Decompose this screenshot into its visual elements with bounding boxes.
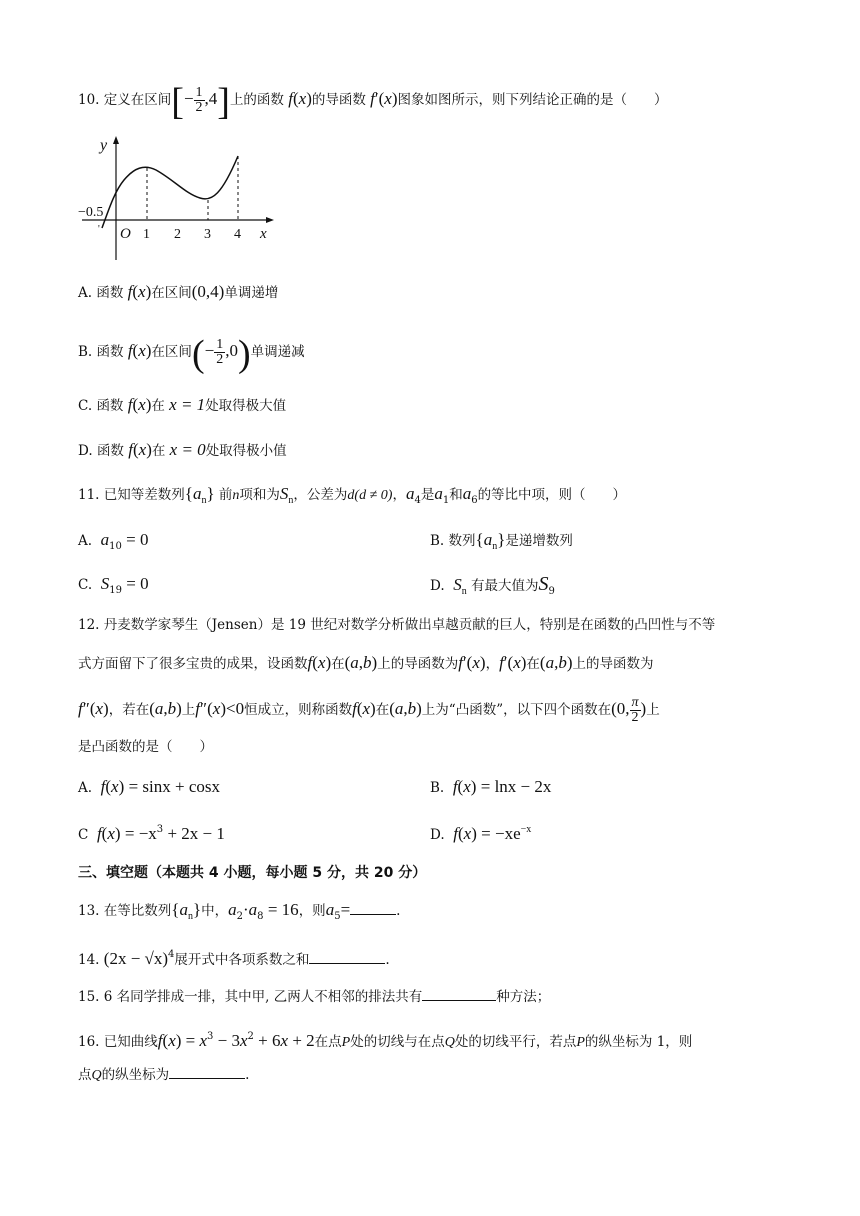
y-label: y	[100, 137, 108, 154]
q12-option-b: B. f(x) = lnx − 2x	[430, 777, 552, 796]
q14: 14. $(2x - √x)^4$展开式中各项系数之和 .	[78, 949, 390, 968]
q12-line1: 12. 丹麦数学家琴生（Jensen）是 19 世纪对数学分析做出卓越贡献的巨人，特别是在函数的凸凹性与不等	[78, 617, 716, 633]
q10-option-d: D. 函数 f(x)在 x = 0处取得极小值	[78, 440, 287, 459]
q16-line1: 16. 已知曲线$f(x) = x^3 - 3x^2 + 6x + 2$在点P处的切线与在点Q处的切线平行，若点P的纵坐标为 1，则	[78, 1031, 693, 1050]
q11-option-c: C. $S_{19} = 0$	[78, 574, 149, 596]
q10-option-b: B. 函数 f(x)在区间(− $\frac{1}{2}$ ,0)单调递减	[78, 333, 305, 375]
q11-stem: 11. 已知等差数列$\{a_n\}$ 前n项和为$S_n$，公差为d(d ≠ 0)，$a_4$是$a_1$和$a_6$的等比中项，则（ ）	[78, 484, 627, 506]
q12-option-c: C $f(x) = -x^3 + 2x - 1$	[78, 824, 225, 843]
q16-answer-blank[interactable]	[169, 1064, 245, 1079]
small-mark: '	[98, 224, 100, 235]
tick-label-2: 2	[174, 227, 181, 242]
y-axis-arrow	[113, 136, 119, 144]
q10-stem: 10. 定义在区间[− $\frac{1}{2}$ ,4]上的函数 f(x)的导函数 f′(x)图象如图所示，则下列结论正确的是（ ）	[78, 81, 668, 123]
derivative-curve	[102, 156, 238, 228]
q16-line2: 点Q的纵坐标为 .	[78, 1064, 249, 1087]
derivative-graph	[78, 132, 278, 262]
q15: 15. 6 名同学排成一排，其中甲, 乙两人不相邻的排法共有 种方法；	[78, 986, 550, 1008]
q12-line4: 是凸函数的是（ ）	[78, 739, 213, 755]
minus-half-label: −0.5	[78, 205, 104, 220]
q14-answer-blank[interactable]	[309, 949, 385, 964]
q11-option-b: B. 数列$\{a_n\}$是递增数列	[430, 530, 573, 552]
tick-label-4: 4	[234, 227, 241, 242]
q12-line3: f″(x)，若在(a,b)上f″(x)<0恒成立，则称函数f(x)在(a,b)上为“凸函数”，以下四个函数在(0, $\frac{\pi}{2}$ )上	[78, 695, 660, 725]
section-3-heading: 三、填空题（本题共 4 小题，每小题 5 分，共 20 分）	[78, 865, 427, 881]
q12-line2: 式方面留下了很多宝贵的成果，设函数f(x)在(a,b)上的导函数为f′(x)，f′(x)在(a,b)上的导函数为	[78, 653, 654, 672]
x-axis-arrow	[266, 217, 274, 223]
q13: 13. 在等比数列$\{a_n\}$中，$a_2\cdot a_8 = 16$，则$a_5=$ .	[78, 900, 401, 922]
tick-label-3: 3	[204, 227, 211, 242]
x-label: x	[260, 226, 267, 242]
q15-answer-blank[interactable]	[422, 986, 496, 1001]
q13-answer-blank[interactable]	[350, 900, 396, 915]
q10-option-c: C. 函数 f(x)在 x = 1处取得极大值	[78, 395, 287, 414]
q10-option-a: A. 函数 f(x)在区间(0,4)单调递增	[78, 282, 279, 301]
q11-option-d: D. $S_n$ 有最大值为$S_9$	[430, 573, 555, 597]
q12-option-a: A. f(x) = sinx + cosx	[78, 777, 220, 796]
q12-option-d: D. $f(x) = -xe^{-x}$	[430, 824, 532, 843]
origin-label: O	[120, 226, 131, 242]
q11-option-a: A. $a_{10} = 0$	[78, 530, 149, 552]
tick-label-1: 1	[143, 227, 150, 242]
